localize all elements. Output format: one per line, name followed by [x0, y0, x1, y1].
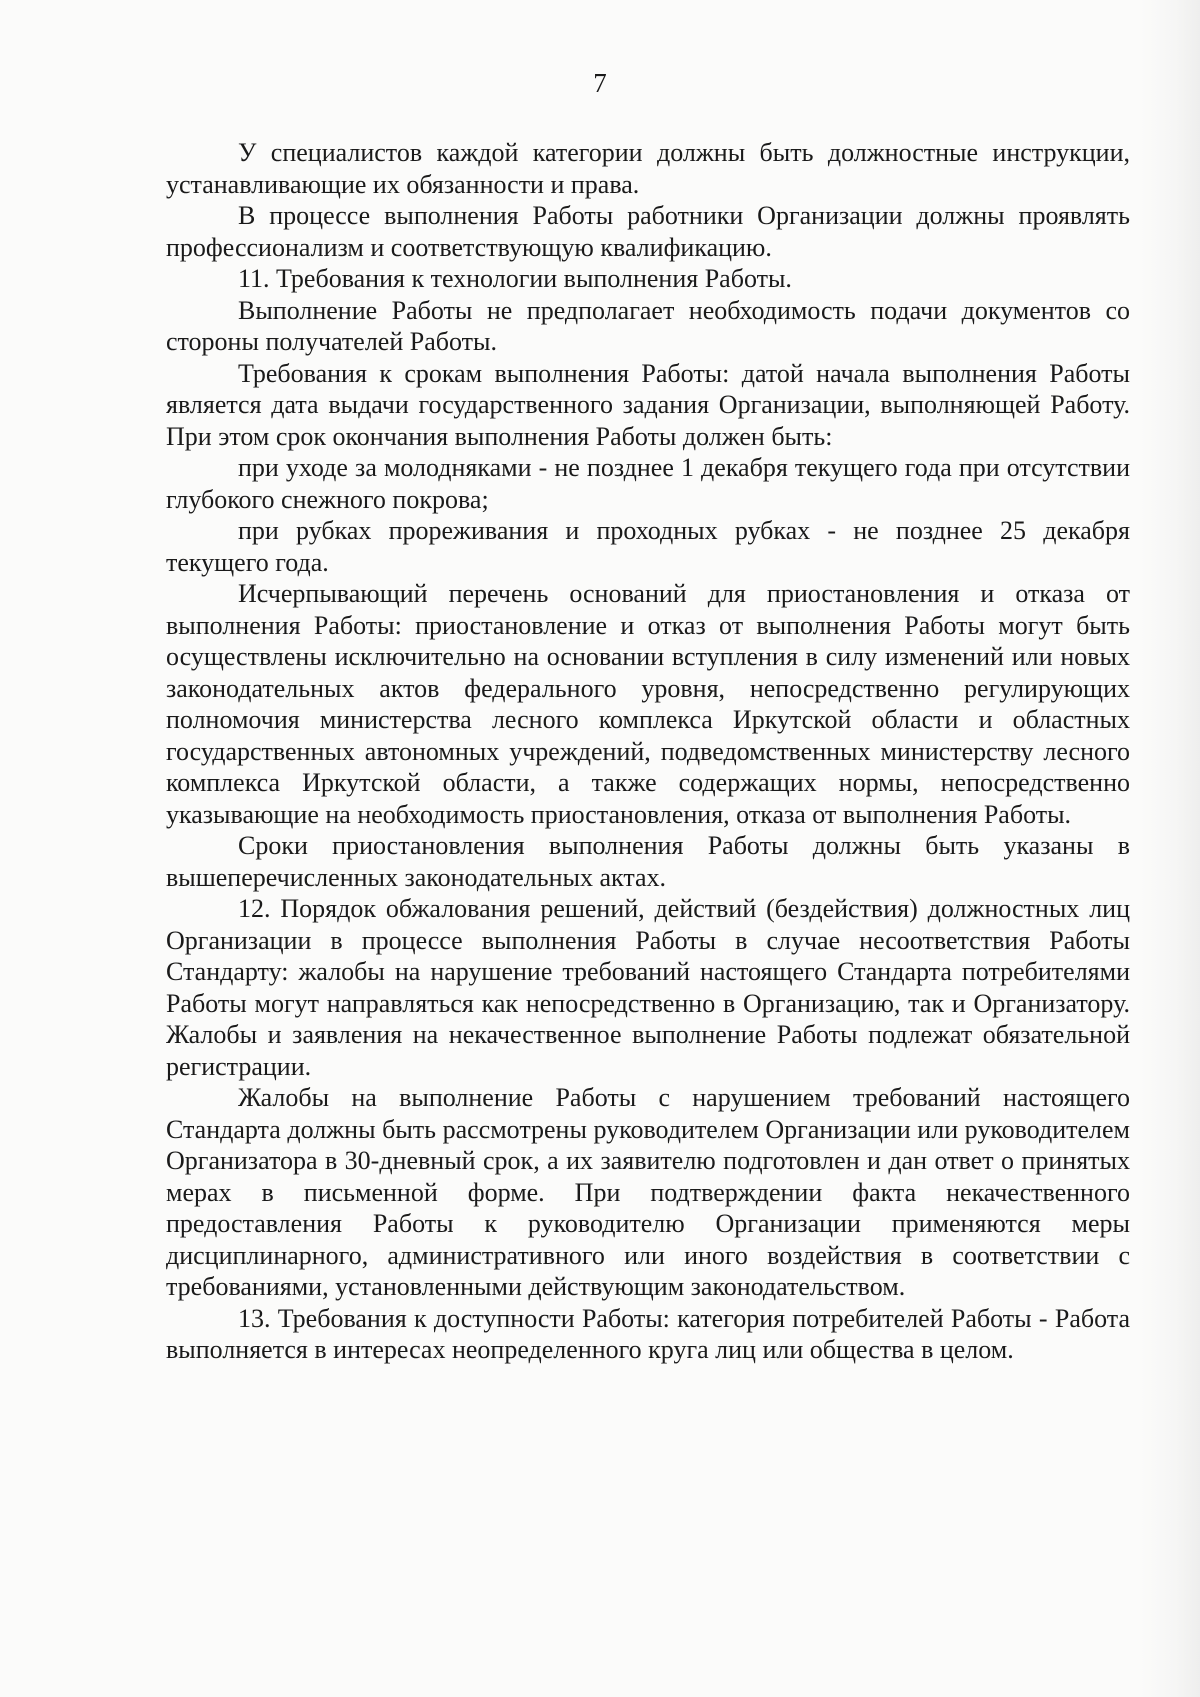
scan-edge-shadow: [1140, 0, 1200, 1697]
paragraph-section-12-appeals: 12. Порядок обжалования решений, действий (бездействия) должностных лиц Организации в процессе выполнения Работы в случае несоответствия Работы Стандарту: жалобы на нарушение требований настоящего Стандарта потребителями Работы могут направляться как непосредственно в Организацию, так и Организатору. Жалобы и заявления на некачественное выполнение Работы подлежат обязательной регистрации.: [166, 894, 1130, 1081]
paragraph-suspension-terms: Сроки приостановления выполнения Работы должны быть указаны в вышеперечисленных законодательных актах.: [166, 831, 1130, 892]
paragraph-professionalism: В процессе выполнения Работы работники Организации должны проявлять профессионализм и соответствующую квалификацию.: [166, 201, 1130, 262]
page-number: 7: [593, 68, 607, 98]
paragraph-thinning-deadline: при рубках прореживания и проходных рубках - не позднее 25 декабря текущего года.: [166, 516, 1130, 577]
paragraph-suspension-grounds: Исчерпывающий перечень оснований для приостановления и отказа от выполнения Работы: приостановление и отказ от выполнения Работы могут быть осуществлены исключительно на основании вступления в силу изменений или новых законодательных актов федерального уровня, непосредственно регулирующих полномочия министерства лесного комплекса Иркутской области и областных государственных автономных учреждений, подведомственных министерству лесного комплекса Иркутской области, а также содержащих нормы, непосредственно указывающие на необходимость приостановления, отказа от выполнения Работы.: [166, 579, 1130, 829]
paragraph-section-13-accessibility: 13. Требования к доступности Работы: категория потребителей Работы - Работа выполняется в интересах неопределенного круга лиц или общества в целом.: [166, 1303, 1130, 1364]
paragraph-deadlines: Требования к срокам выполнения Работы: датой начала выполнения Работы является дата выдачи государственного задания Организации, выполняющей Работу. При этом срок окончания выполнения Работы должен быть:: [166, 358, 1130, 451]
paragraph-job-descriptions: У специалистов каждой категории должны быть должностные инструкции, устанавливающие их обязанности и права.: [166, 138, 1130, 199]
paragraph-section-11-heading: 11. Требования к технологии выполнения Работы.: [238, 264, 792, 293]
paragraph-young-stands-deadline: при уходе за молодняками - не позднее 1 декабря текущего года при отсутствии глубокого снежного покрова;: [166, 453, 1130, 514]
paragraph-no-documents: Выполнение Работы не предполагает необходимость подачи документов со стороны получателей Работы.: [166, 295, 1130, 356]
document-body: [166, 137, 1130, 1366]
paragraph-complaint-review: Жалобы на выполнение Работы с нарушением требований настоящего Стандарта должны быть рассмотрены руководителем Организации или руководителем Организатора в 30-дневный срок, а их заявителю подготовлен и дан ответ о принятых мерах в письменной форме. При подтверждении факта некачественного предоставления Работы к руководителю Организации применяются меры дисциплинарного, административного или иного воздействия в соответствии с требованиями, установленными действующим законодательством.: [166, 1083, 1130, 1301]
